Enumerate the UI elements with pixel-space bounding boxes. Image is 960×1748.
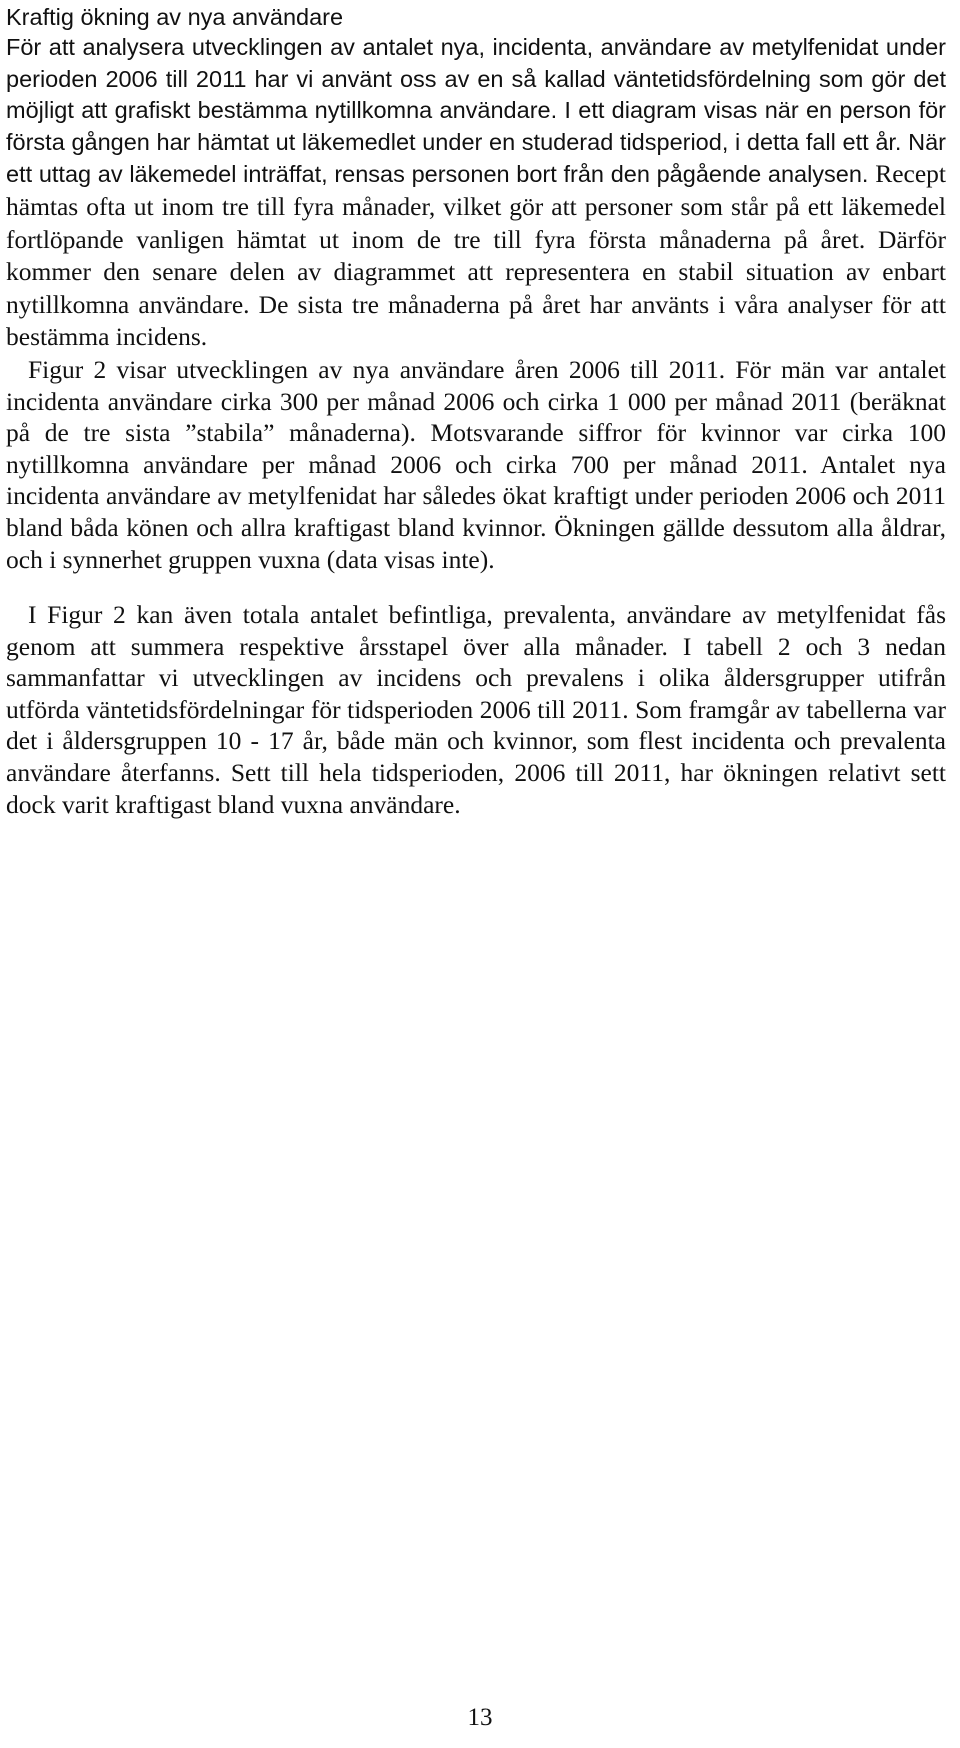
document-page [6,0,946,820]
paragraph-intro-serif: Recept hämtas ofta ut inom tre till fyra månader, vilket gör att personer som står på ett läkemedel fortlöpande vanligen hämtat ut inom de tre till fyra första månaderna på året. Därför kommer den senare delen av diagrammet att representera en stabil situation av enbart nytillkomna användare. De sista tre månaderna på året har använts i våra analyser för att bestämma incidens. [6,159,946,352]
paragraph-prevalence: I Figur 2 kan även totala antalet befintliga, prevalenta, användare av metylfenidat fås genom att summera respektive årsstapel över alla månader. I tabell 2 och 3 nedan sammanfattar vi utvecklingen av incidens och prevalens i olika åldersgrupper utifrån utförda väntetidsfördelningar för tidsperioden 2006 till 2011. Som framgår av tabellerna var det i åldersgruppen 10 - 17 år, både män och kvinnor, som flest incidenta och prevalenta användare återfanns. Sett till hela tidsperioden, 2006 till 2011, har ökningen relativt sett dock varit kraftigast bland vuxna användare. [6,600,946,819]
section-heading: Kraftig ökning av nya användare [6,4,344,30]
paragraph-intro-sans: För att analysera utvecklingen av antalet nya, incidenta, användare av metylfenidat under perioden 2006 till 2011 har vi använt oss av en så kallad väntetidsfördelning som gör det möjligt att grafiskt bestämma nytillkomna användare. I ett diagram visas när en person för första gången har hämtat ut läkemedlet under en studerad tidsperiod, i detta fall ett år. När ett uttag av läkemedel inträffat, rensas personen bort från den pågående analysen. [6,34,946,188]
page-number: 13 [467,1704,493,1731]
paragraph-intro [6,32,946,354]
paragraph-figure-2: Figur 2 visar utvecklingen av nya användare åren 2006 till 2011. För män var antalet incidenta användare cirka 300 per månad 2006 och cirka 1 000 per månad 2011 (beräknat på de tre sista ”stabila” månaderna). Motsvarande siffror för kvinnor var cirka 100 nytillkomna användare per månad 2006 och cirka 700 per månad 2011. Antalet nya incidenta användare av metylfenidat har således ökat kraftigt under perioden 2006 och 2011 bland båda könen och allra kraftigast bland kvinnor. Ökningen gällde dessutom alla åldrar, och i synnerhet gruppen vuxna (data visas inte). [6,354,946,574]
